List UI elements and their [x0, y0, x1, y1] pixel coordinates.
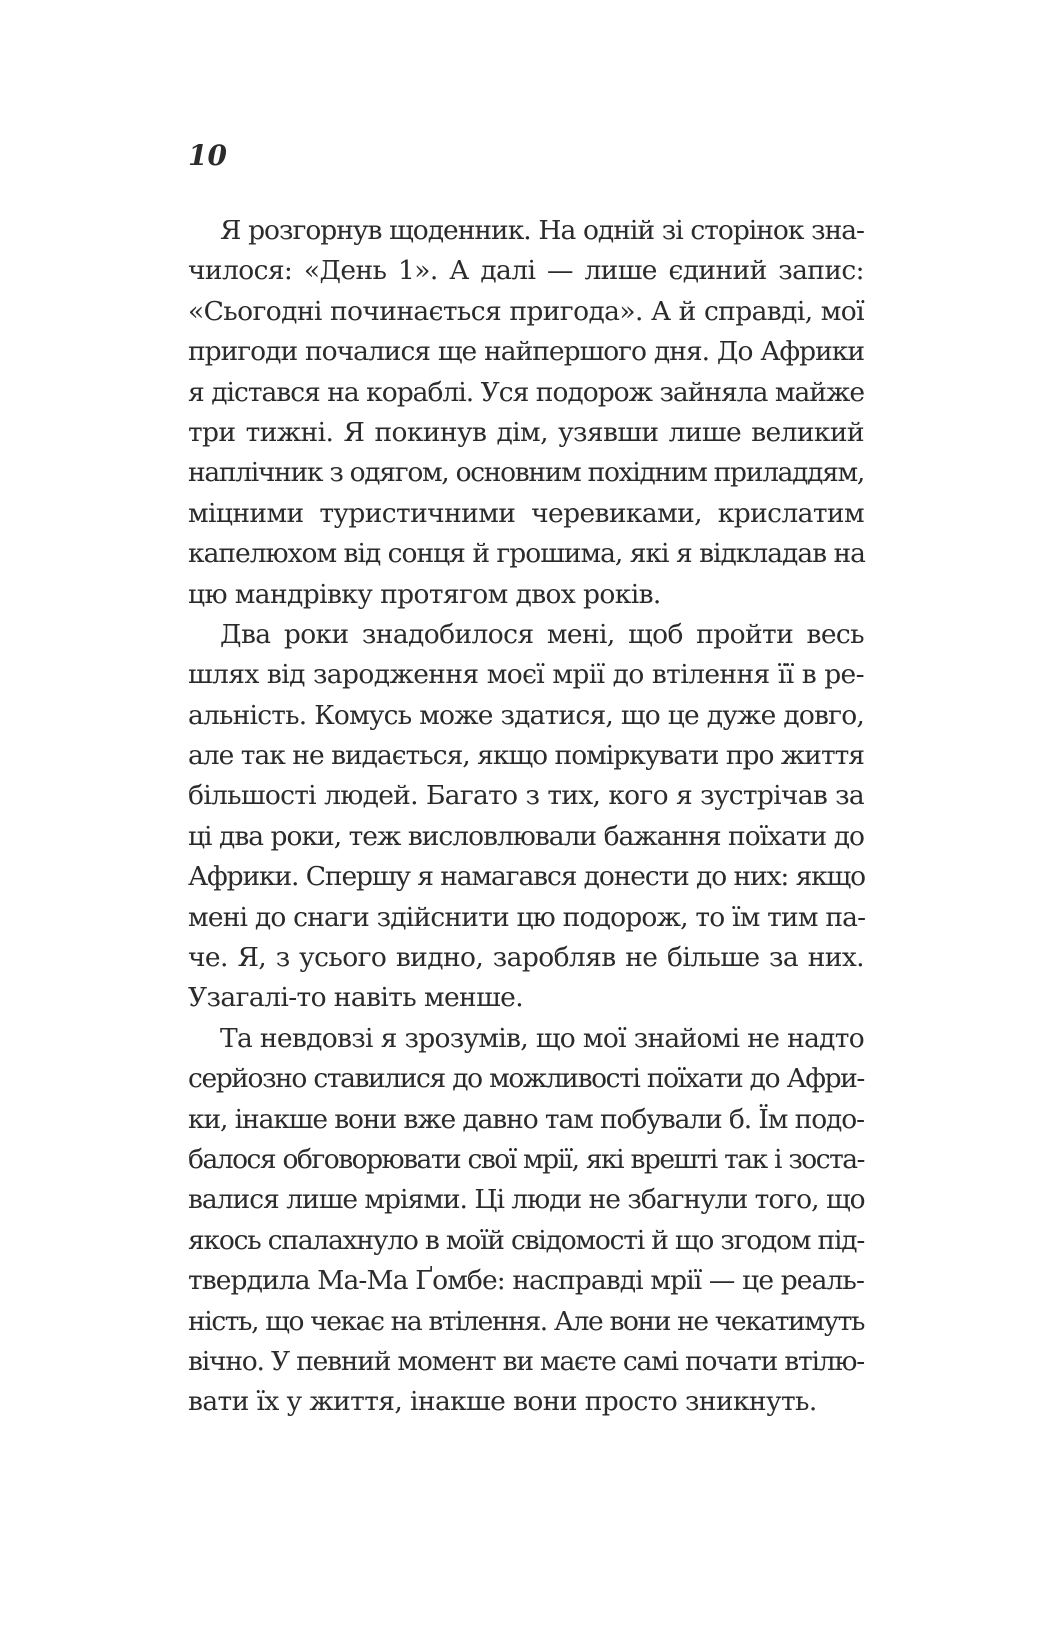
text-line: мені до снаги здійснити цю подорож, то їм тим па- — [188, 901, 866, 933]
text-line: капелюхом від сонця й грошима, які я відкладав на — [188, 538, 865, 570]
text-line: більшості людей. Багато з тих, кого я зустрічав за — [188, 780, 864, 812]
text-line: якось спалахнуло в моїй свідомості й що згодом під- — [188, 1224, 865, 1256]
text-line: міцними туристичними черевиками, крислатим — [188, 497, 864, 529]
paragraph-3 — [188, 1019, 864, 1423]
text-line: Два роки знадобилося мені, щоб пройти весь — [220, 618, 864, 650]
text-line: Та невдовзі я зрозумів, що мої знайомі не надто — [220, 1022, 864, 1054]
body-text — [188, 211, 864, 1423]
text-line: «Сьогодні починається пригода». А й справді, мої — [188, 295, 864, 327]
text-line: вати їх у життя, інакше вони просто зникнуть. — [188, 1386, 817, 1418]
text-line: вічно. У певний момент ви маєте самі почати втілю- — [188, 1345, 865, 1377]
text-line: три тижні. Я покинув дім, узявши лише великий — [188, 416, 864, 448]
text-line: твердила Ма-Ма Ґомбе: насправді мрії — це реаль- — [188, 1265, 864, 1297]
text-line: ність, що чекає на втілення. Але вони не чекатимуть — [188, 1305, 864, 1337]
text-line: я дістався на кораблі. Уся подорож зайняла майже — [188, 376, 864, 408]
text-line: че. Я, з усього видно, заробляв не більше за них. — [188, 942, 864, 974]
text-line: ці два роки, теж висловлювали бажання поїхати до — [188, 820, 864, 852]
text-line: серйозно ставилися до можливості поїхати до Афри- — [188, 1063, 864, 1095]
text-line: альність. Комусь може здатися, що це дуже довго, — [188, 699, 864, 731]
text-line: пригоди почалися ще найпершого дня. До Африки — [188, 336, 864, 368]
paragraph-1 — [188, 211, 864, 615]
text-line: Я розгорнув щоденник. На одній зі сторінок зна- — [220, 215, 864, 246]
text-line: але так не видається, якщо поміркувати про життя — [188, 740, 864, 772]
text-line: Узагалі-то навіть менше. — [188, 982, 524, 1014]
text-line: шлях від зародження моєї мрії до втілення її в ре- — [188, 659, 864, 691]
text-line: цю мандрівку протягом двох років. — [188, 578, 661, 610]
text-line: ки, інакше вони вже давно там побували б. Їм подо- — [188, 1103, 864, 1135]
text-line: валися лише мріями. Ці люди не збагнули того, що — [188, 1184, 865, 1216]
text-line: чилося: «День 1». А далі — лише єдиний запис: — [188, 255, 864, 287]
page-number: 10 — [188, 139, 227, 172]
text-line: наплічник з одягом, основним похідним приладдям, — [188, 457, 864, 489]
paragraph-2 — [188, 615, 864, 1019]
text-line: балося обговорювати свої мрії, які врешті так і зоста- — [188, 1143, 864, 1175]
text-line: Африки. Спершу я намагався донести до них: якщо — [188, 861, 866, 893]
